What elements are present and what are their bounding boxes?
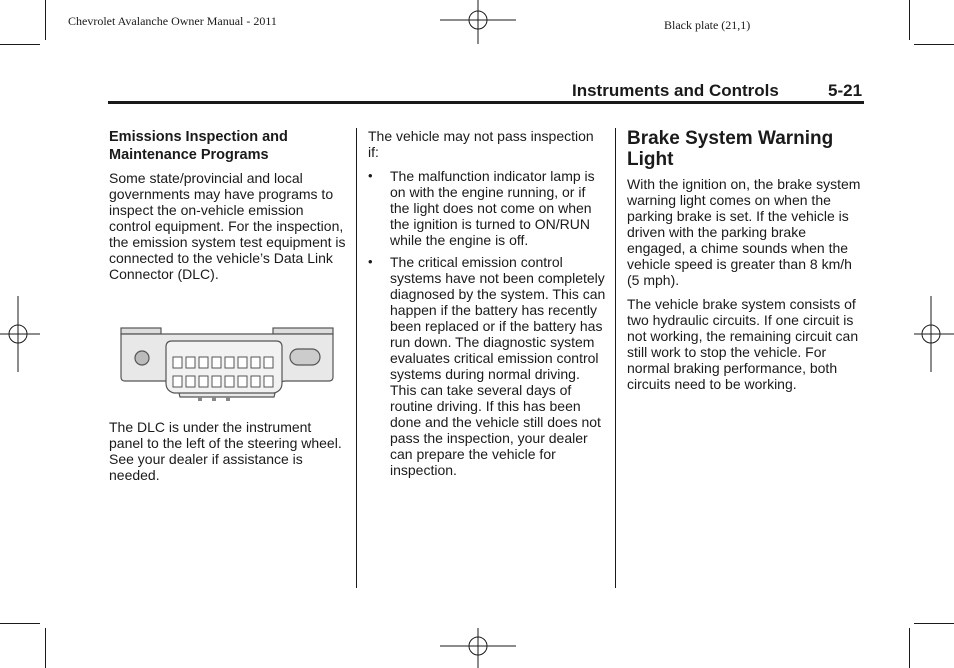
emissions-heading: Emissions Inspection and Maintenance Programs [109,129,288,163]
bullet-icon: • [368,254,373,269]
dlc-location-paragraph: The DLC is under the instrument panel to the left of the steering wheel. See your dealer if assistance is needed. [109,419,342,483]
emissions-paragraph: Some state/provincial and local governments may have programs to inspect the on-vehicle emission control equipment. For the inspection, the emission system test equipment is connected to the vehicle’s Data Link Connector (DLC). [109,170,346,282]
inspection-intro: The vehicle may not pass inspection if: [368,128,594,160]
inspection-fail-list [368,168,608,478]
data-link-connector-illustration [118,325,336,405]
brake-warning-paragraph-1: With the ignition on, the brake system warning light comes on when the parking brake is set. If the vehicle is driven with the parking brake engaged, a chime sounds when the vehicle speed is greater than 8 km/h (5 mph). [627,176,861,288]
crop-mark [909,0,910,40]
brake-warning-paragraph-2: The vehicle brake system consists of two hydraulic circuits. If one circuit is not working, the remaining circuit can still work to stop the vehicle. For normal braking performance, both circuits need to be working. [627,296,859,392]
column-right [627,128,863,400]
registration-mark [440,628,516,668]
column-divider [356,128,357,588]
column-middle [368,128,608,484]
column-left [109,128,349,290]
column-divider [615,128,616,588]
crop-mark [45,628,46,668]
plate-label: Black plate (21,1) [664,18,751,32]
header-rule [108,101,864,104]
crop-mark [45,0,46,40]
crop-mark [0,623,40,624]
registration-mark [914,296,954,372]
brake-warning-heading: Brake System Warning Light [627,128,834,170]
dlc-location-text [109,419,349,491]
list-item: • The malfunction indicator lamp is on with the engine running, or if the light does not come on when the ignition is turned to ON/RUN while the engine is off. [368,168,595,248]
page-number: 5-21 [828,81,863,100]
registration-mark [440,0,516,44]
manual-title: Chevrolet Avalanche Owner Manual - 2011 [68,14,277,28]
registration-mark [0,296,40,372]
crop-mark [0,44,40,45]
crop-mark [914,623,954,624]
crop-mark [914,44,954,45]
list-item: • The critical emission control systems have not been completely diagnosed by the system. This can happen if the battery has recently been replaced or if the battery has run down. The diagnostic system evaluates critical emission control systems during normal driving. This can take several days of routine driving. If this has been done and the vehicle still does not pass the inspection, your dealer can prepare the vehicle for inspection. [368,254,606,478]
section-title: Instruments and Controls [572,81,779,100]
crop-mark [909,628,910,668]
bullet-icon: • [368,168,373,183]
